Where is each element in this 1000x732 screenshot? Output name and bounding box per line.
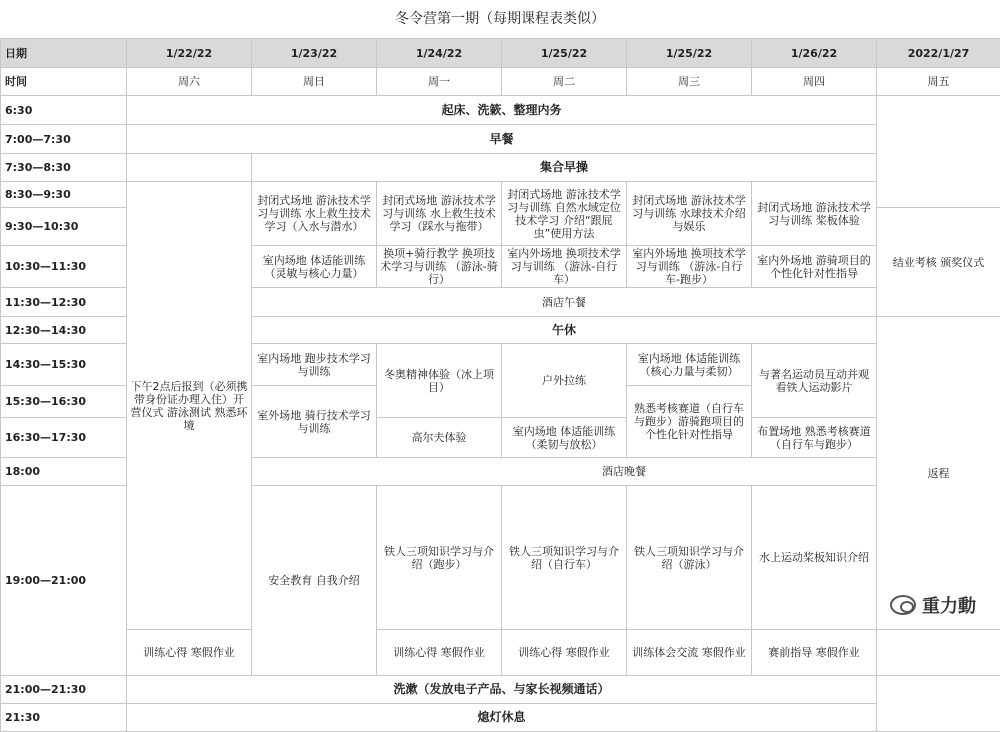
- lights-out-cell: 熄灯休息: [127, 704, 877, 732]
- wed-pm1-cell: 室内场地 体适能训练 （核心力量与柔韧）: [627, 344, 752, 386]
- sun-eve1-cell: 铁人三项知识学习与介绍（跑步）: [377, 486, 502, 630]
- thu-am1-cell: 封闭式场地 游泳技术学习与训练 桨板体验: [752, 182, 877, 246]
- time-slot: 10:30—11:30: [1, 246, 127, 288]
- date-label: 日期: [1, 39, 127, 68]
- wed-eve1-cell: 水上运动桨板知识介绍: [752, 486, 877, 630]
- weekday-header: 周二: [502, 68, 627, 96]
- mon-eve1-cell: 铁人三项知识学习与介绍（自行车）: [502, 486, 627, 630]
- weekday-header: 周日: [252, 68, 377, 96]
- tue-eve1-cell: 铁人三项知识学习与介绍（游泳）: [627, 486, 752, 630]
- time-slot: 16:30—17:30: [1, 418, 127, 458]
- date-header: 1/26/22: [752, 39, 877, 68]
- mon-eve2-cell: 训练心得 寒假作业: [377, 630, 502, 676]
- date-header: 1/23/22: [252, 39, 377, 68]
- date-header: 1/24/22: [377, 39, 502, 68]
- mon-pm1-cell: 冬奥精神体验（冰上项目）: [377, 344, 502, 418]
- thu-pm1-cell: 与著名运动员互动并观看铁人运动影片: [752, 344, 877, 418]
- tue-am1-cell: 封闭式场地 游泳技术学习与训练 自然水域定位技术学习 介绍“跟屁虫”使用方法: [502, 182, 627, 246]
- time-slot: 6:30: [1, 96, 127, 125]
- page-title: 冬令营第一期（每期课程表类似）: [0, 0, 1000, 38]
- mon-pm3-cell: 高尔夫体验: [377, 418, 502, 458]
- fri-night-empty: [877, 676, 1000, 732]
- time-slot: 9:30—10:30: [1, 208, 127, 246]
- mon-am2-cell: 换项+骑行教学 换项技术学习与训练 （游泳-骑行）: [377, 246, 502, 288]
- sun-am2-cell: 室内场地 体适能训练 （灵敏与核心力量）: [252, 246, 377, 288]
- time-slot: 14:30—15:30: [1, 344, 127, 386]
- breakfast-cell: 早餐: [127, 125, 877, 154]
- sun-eve2-cell: 训练心得 寒假作业: [127, 630, 252, 676]
- wed-am1-cell: 封闭式场地 游泳技术学习与训练 水球技术介绍与娱乐: [627, 182, 752, 246]
- date-header: 1/22/22: [127, 39, 252, 68]
- wake-cell: 起床、洗簌、整理内务: [127, 96, 877, 125]
- date-header: 2022/1/27: [877, 39, 1000, 68]
- sun-pm2-cell: 室外场地 骑行技术学习与训练: [252, 386, 377, 458]
- time-slot: 15:30—16:30: [1, 386, 127, 418]
- tue-eve2-cell: 训练心得 寒假作业: [502, 630, 627, 676]
- time-slot: 21:30: [1, 704, 127, 732]
- date-header: 1/25/22: [502, 39, 627, 68]
- weekday-header: 周一: [377, 68, 502, 96]
- time-slot: 19:00—21:00: [1, 486, 127, 676]
- lunch-cell: 酒店午餐: [252, 288, 877, 317]
- tue-am2-cell: 室内外场地 换项技术学习与训练 （游泳-自行车）: [502, 246, 627, 288]
- nap-cell: 午休: [252, 317, 877, 344]
- weekday-header: 周五: [877, 68, 1000, 96]
- weekday-header: 周六: [127, 68, 252, 96]
- fri-am-cell: 结业考核 颁奖仪式: [877, 208, 1000, 317]
- thu-pm3-cell: 布置场地 熟悉考核赛道（自行车与跑步）: [752, 418, 877, 458]
- dinner-cell: 酒店晚餐: [252, 458, 1000, 486]
- wed-eve2-cell: 训练体会交流 寒假作业: [627, 630, 752, 676]
- time-slot: 8:30—9:30: [1, 182, 127, 208]
- fri-pm-cell: 返程: [877, 317, 1000, 630]
- sun-pm1-cell: 室内场地 跑步技术学习与训练: [252, 344, 377, 386]
- time-slot: 21:00—21:30: [1, 676, 127, 704]
- watermark: [884, 590, 982, 620]
- sat-arrival-cell: 下午2点后报到（必须携带身份证办理入住）开营仪式 游泳测试 熟悉环境: [127, 182, 252, 630]
- time-slot: 18:00: [1, 458, 127, 486]
- date-header: 1/25/22: [627, 39, 752, 68]
- wechat-icon: [890, 595, 916, 615]
- thu-am2-cell: 室内外场地 游骑项目的个性化针对性指导: [752, 246, 877, 288]
- mon-am1-cell: 封闭式场地 游泳技术学习与训练 水上救生技术学习（踩水与拖带）: [377, 182, 502, 246]
- date-row: [1, 39, 1000, 68]
- wed-am2-cell: 室内外场地 换项技术学习与训练 （游泳-自行车-跑步）: [627, 246, 752, 288]
- thu-eve2-cell: 赛前指导 寒假作业: [752, 630, 877, 676]
- time-slot: 12:30—14:30: [1, 317, 127, 344]
- weekday-header: 周四: [752, 68, 877, 96]
- sat-eve-cell: 安全教育 自我介绍: [252, 486, 377, 676]
- time-label: 时间: [1, 68, 127, 96]
- sat-empty: [127, 154, 252, 182]
- morning-drill-cell: 集合早操: [252, 154, 877, 182]
- weekday-row: [1, 68, 1000, 96]
- time-slot: 7:00—7:30: [1, 125, 127, 154]
- tue-pm1-cell: 户外拉练: [502, 344, 627, 418]
- wed-pm2-cell: 熟悉考核赛道（自行车与跑步）游骑跑项目的个性化针对性指导: [627, 386, 752, 458]
- schedule-table: [0, 38, 1000, 732]
- tue-pm3-cell: 室内场地 体适能训练 （柔韧与放松）: [502, 418, 627, 458]
- sun-am1-cell: 封闭式场地 游泳技术学习与训练 水上救生技术学习（入水与潜水）: [252, 182, 377, 246]
- wash-cell: 洗漱（发放电子产品、与家长视频通话）: [127, 676, 877, 704]
- time-slot: 11:30—12:30: [1, 288, 127, 317]
- fri-morning-empty: [877, 96, 1000, 208]
- watermark-name: 重力動: [922, 592, 976, 618]
- time-slot: 7:30—8:30: [1, 154, 127, 182]
- weekday-header: 周三: [627, 68, 752, 96]
